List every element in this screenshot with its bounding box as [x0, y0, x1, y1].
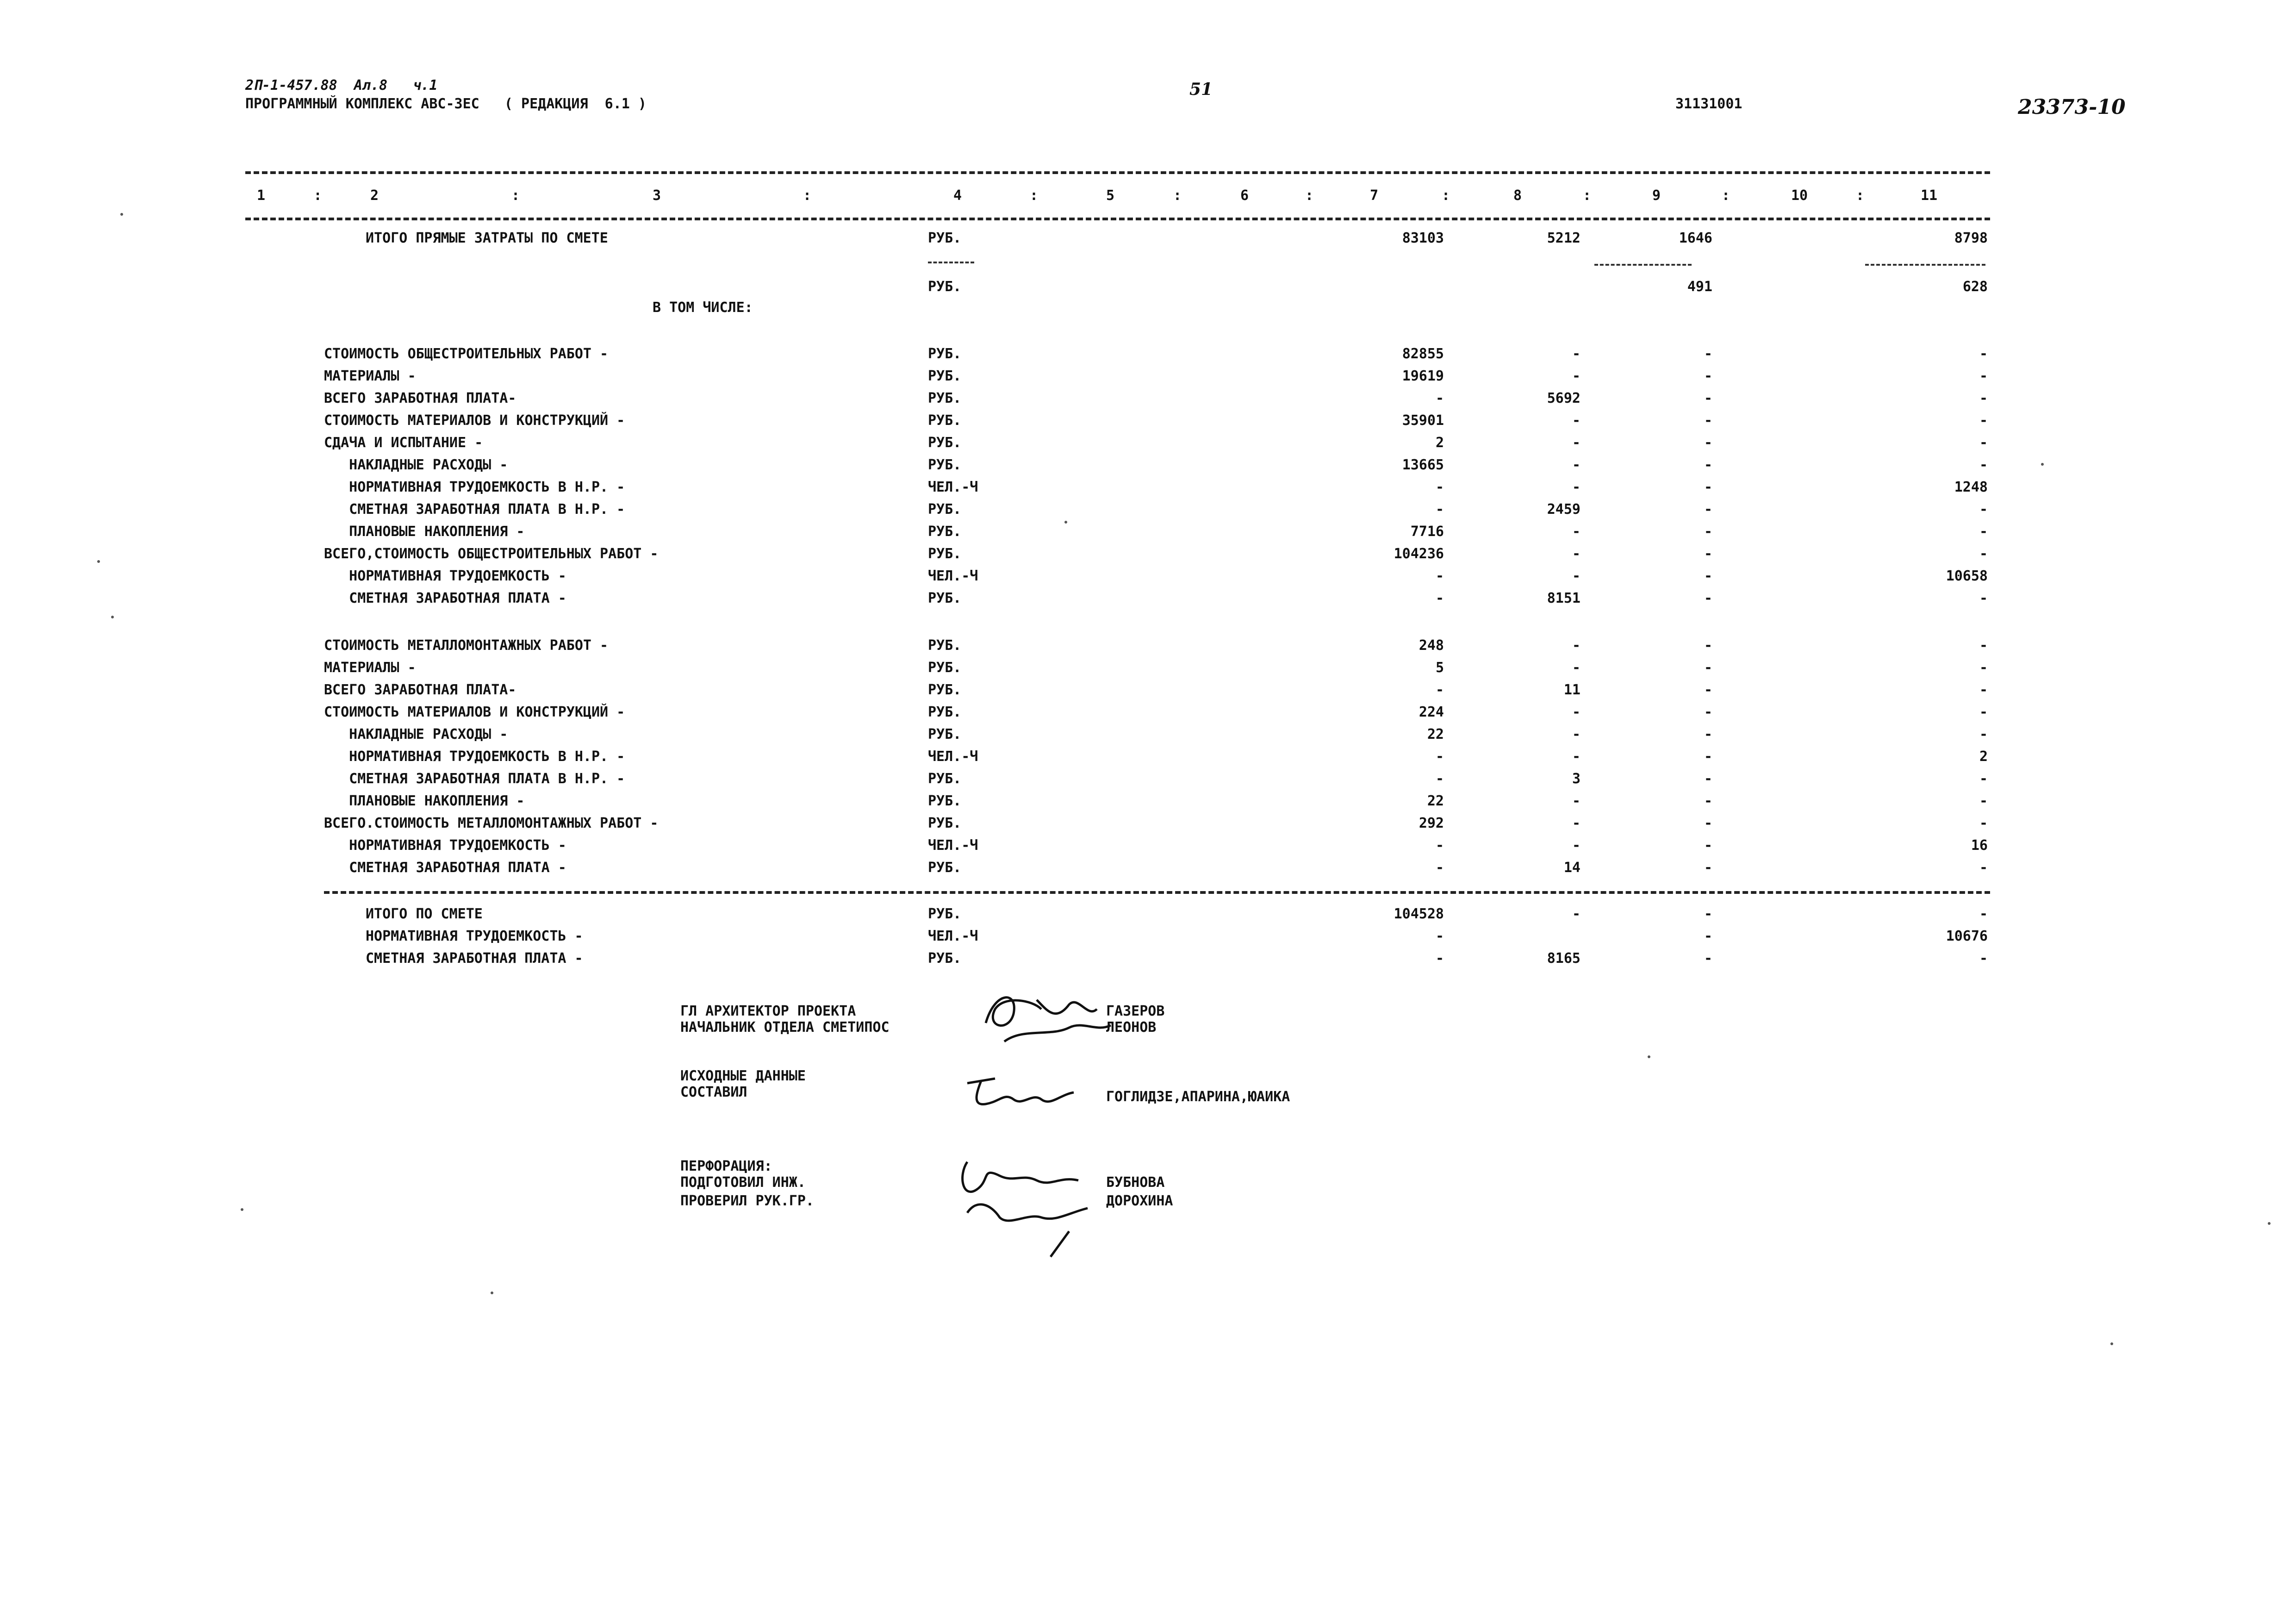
row-label: СДАЧА И ИСПЫТАНИЕ - [324, 435, 483, 451]
row-label: СМЕТНАЯ ЗАРАБОТНАЯ ПЛАТА В Н.Р. - [324, 771, 625, 787]
column-separator: : [1173, 187, 1182, 204]
cell-col7: - [1435, 837, 1444, 854]
cell-col8: - [1572, 837, 1580, 854]
signature-scribble-3 [949, 1148, 1097, 1259]
cell-col8: - [1572, 660, 1580, 676]
row-unit: РУБ. [928, 279, 962, 295]
column-number: 5 [1106, 187, 1115, 204]
underline-mark [1594, 264, 1692, 266]
archive-stamp: 23373-10 [2018, 95, 2126, 119]
underline-mark [928, 262, 974, 263]
cell-col7: 35901 [1402, 412, 1444, 429]
column-number: 4 [953, 187, 962, 204]
cell-col11: - [1979, 346, 1988, 362]
cell-col9: - [1704, 771, 1712, 787]
cell-col9: - [1704, 435, 1712, 451]
cell-col8: - [1572, 435, 1580, 451]
row-unit: ЧЕЛ.-Ч [928, 928, 978, 944]
cell-col11: - [1979, 682, 1988, 698]
column-number: 9 [1652, 187, 1661, 204]
cell-col9: - [1704, 928, 1712, 944]
column-number: 8 [1513, 187, 1522, 204]
cell-col11: - [1979, 546, 1988, 562]
cell-col8: 3 [1572, 771, 1580, 787]
cell-col8: - [1572, 479, 1580, 495]
cell-col11: - [1979, 435, 1988, 451]
table-header-rule [245, 218, 1990, 220]
cell-col7: - [1435, 682, 1444, 698]
row-label: ПЛАНОВЫЕ НАКОПЛЕНИЯ - [324, 524, 525, 540]
role-checked: ПРОВЕРИЛ РУК.ГР. [680, 1193, 814, 1209]
row-label: СТОИМОСТЬ ОБЩЕСТРОИТЕЛЬНЫХ РАБОТ - [324, 346, 609, 362]
cell-col7: 248 [1419, 637, 1444, 654]
cell-col11: - [1979, 726, 1988, 742]
row-unit: ЧЕЛ.-Ч [928, 837, 978, 854]
cell-col8: - [1572, 704, 1580, 720]
column-separator: : [1305, 187, 1314, 204]
cell-col8: 14 [1563, 860, 1580, 876]
cell-col8: - [1572, 346, 1580, 362]
role-chief-architect: ГЛ АРХИТЕКТОР ПРОЕКТА [680, 1003, 856, 1019]
row-unit: ЧЕЛ.-Ч [928, 568, 978, 584]
role-compiled: СОСТАВИЛ [680, 1084, 747, 1100]
cell-col9: - [1704, 412, 1712, 429]
cell-col9: - [1704, 837, 1712, 854]
underline-mark [1865, 264, 1985, 266]
row-label: ИТОГО ПРЯМЫЕ ЗАТРАТЫ ПО СМЕТЕ [366, 230, 608, 246]
row-unit: РУБ. [928, 412, 962, 429]
scan-speck [2268, 1222, 2271, 1225]
row-unit: РУБ. [928, 368, 962, 384]
row-label: ВСЕГО ЗАРАБОТНАЯ ПЛАТА- [324, 682, 516, 698]
cell-col9: - [1704, 390, 1712, 406]
column-separator: : [511, 187, 520, 204]
cell-col9: - [1704, 704, 1712, 720]
cell-col9: - [1704, 793, 1712, 809]
row-unit: РУБ. [928, 860, 962, 876]
row-unit: РУБ. [928, 524, 962, 540]
row-label: ПЛАНОВЫЕ НАКОПЛЕНИЯ - [324, 793, 525, 809]
cell-col7: - [1435, 479, 1444, 495]
scan-speck [1064, 521, 1067, 524]
row-label: СМЕТНАЯ ЗАРАБОТНАЯ ПЛАТА - [324, 590, 566, 606]
page-number: 51 [1189, 80, 1213, 99]
row-unit: РУБ. [928, 726, 962, 742]
cell-col7: 83103 [1402, 230, 1444, 246]
cell-col11: - [1979, 906, 1988, 922]
cell-col7: - [1435, 501, 1444, 518]
cell-col9: - [1704, 346, 1712, 362]
totals-rule [324, 891, 1990, 894]
cell-col9: - [1704, 368, 1712, 384]
cell-col9: 491 [1687, 279, 1712, 295]
cell-col9: - [1704, 457, 1712, 473]
cell-col8: 8151 [1547, 590, 1580, 606]
cell-col7: 292 [1419, 815, 1444, 831]
cell-col11: - [1979, 368, 1988, 384]
row-label: НАКЛАДНЫЕ РАСХОДЫ - [324, 457, 508, 473]
cell-col9: - [1704, 950, 1712, 967]
scan-speck [1648, 1055, 1650, 1058]
cell-col11: 16 [1971, 837, 1988, 854]
row-unit: РУБ. [928, 230, 962, 246]
cell-col11: - [1979, 793, 1988, 809]
row-label: СМЕТНАЯ ЗАРАБОТНАЯ ПЛАТА - [366, 950, 583, 967]
cell-col7: - [1435, 590, 1444, 606]
cell-col11: 8798 [1954, 230, 1988, 246]
cell-col7: 5 [1435, 660, 1444, 676]
column-number: 2 [370, 187, 379, 204]
cell-col9: 1646 [1679, 230, 1712, 246]
cell-col9: - [1704, 660, 1712, 676]
cell-col7: - [1435, 390, 1444, 406]
cell-col7: - [1435, 568, 1444, 584]
row-unit: РУБ. [928, 793, 962, 809]
row-label: ВСЕГО,СТОИМОСТЬ ОБЩЕСТРОИТЕЛЬНЫХ РАБОТ - [324, 546, 659, 562]
scan-speck [120, 213, 123, 216]
cell-col8: - [1572, 815, 1580, 831]
row-label: МАТЕРИАЛЫ - [324, 660, 416, 676]
row-unit: РУБ. [928, 704, 962, 720]
name-gazerov: ГАЗЕРОВ [1106, 1003, 1165, 1019]
scan-speck [111, 616, 114, 618]
row-unit: РУБ. [928, 815, 962, 831]
scan-speck [97, 560, 100, 563]
row-label: НОРМАТИВНАЯ ТРУДОЕМКОСТЬ В Н.Р. - [324, 749, 625, 765]
cell-col8: - [1572, 457, 1580, 473]
cell-col11: 2 [1979, 749, 1988, 765]
cell-col11: - [1979, 590, 1988, 606]
column-number: 11 [1921, 187, 1938, 204]
role-prepared: ПОДГОТОВИЛ ИНЖ. [680, 1174, 806, 1191]
name-dorokhina: ДОРОХИНА [1106, 1193, 1173, 1209]
cell-col9: - [1704, 815, 1712, 831]
cell-col9: - [1704, 546, 1712, 562]
column-separator: : [1030, 187, 1039, 204]
column-separator: : [1722, 187, 1730, 204]
cell-col11: - [1979, 524, 1988, 540]
scan-speck [2110, 1342, 2113, 1345]
cell-col7: 82855 [1402, 346, 1444, 362]
cell-col11: 1248 [1954, 479, 1988, 495]
cell-col9: - [1704, 726, 1712, 742]
doc-code: 2П-1-457.88 Ал.8 ч.1 [245, 77, 438, 94]
row-unit: РУБ. [928, 457, 962, 473]
column-separator: : [1856, 187, 1865, 204]
column-number: 3 [653, 187, 661, 204]
cell-col8: - [1572, 546, 1580, 562]
row-unit: РУБ. [928, 346, 962, 362]
cell-col9: - [1704, 501, 1712, 518]
cell-col8: - [1572, 637, 1580, 654]
cell-col11: - [1979, 704, 1988, 720]
cell-col11: - [1979, 501, 1988, 518]
document-code: 31131001 [1675, 96, 1742, 112]
signature-scribble-2 [963, 1074, 1083, 1116]
name-bubnova: БУБНОВА [1106, 1174, 1165, 1191]
cell-col7: - [1435, 749, 1444, 765]
cell-col7: 7716 [1410, 524, 1444, 540]
row-unit: РУБ. [928, 590, 962, 606]
column-separator: : [313, 187, 322, 204]
row-label: СМЕТНАЯ ЗАРАБОТНАЯ ПЛАТА В Н.Р. - [324, 501, 625, 518]
cell-col11: 10658 [1946, 568, 1988, 584]
cell-col11: - [1979, 771, 1988, 787]
cell-col8: - [1572, 793, 1580, 809]
cell-col8: 5692 [1547, 390, 1580, 406]
row-label: СТОИМОСТЬ МАТЕРИАЛОВ И КОНСТРУКЦИЙ - [324, 704, 625, 720]
cell-col7: - [1435, 771, 1444, 787]
role-department-head: НАЧАЛЬНИК ОТДЕЛА СМЕТИПОС [680, 1019, 890, 1036]
cell-col7: - [1435, 860, 1444, 876]
row-label: НОРМАТИВНАЯ ТРУДОЕМКОСТЬ - [324, 568, 566, 584]
cell-col11: - [1979, 950, 1988, 967]
row-label: НОРМАТИВНАЯ ТРУДОЕМКОСТЬ - [324, 837, 566, 854]
row-label: СТОИМОСТЬ МАТЕРИАЛОВ И КОНСТРУКЦИЙ - [324, 412, 625, 429]
cell-col11: - [1979, 457, 1988, 473]
role-perforation: ПЕРФОРАЦИЯ: [680, 1158, 772, 1174]
cell-col8: 8165 [1547, 950, 1580, 967]
row-unit: РУБ. [928, 906, 962, 922]
column-number: 1 [257, 187, 266, 204]
role-source-data: ИСХОДНЫЕ ДАННЫЕ [680, 1068, 806, 1084]
cell-col9: - [1704, 906, 1712, 922]
cell-col11: - [1979, 412, 1988, 429]
column-separator: : [1442, 187, 1450, 204]
row-label: НОРМАТИВНАЯ ТРУДОЕМКОСТЬ В Н.Р. - [324, 479, 625, 495]
cell-col7: 19619 [1402, 368, 1444, 384]
column-number: 10 [1791, 187, 1808, 204]
cell-col11: - [1979, 660, 1988, 676]
cell-col11: - [1979, 815, 1988, 831]
scan-speck [491, 1291, 493, 1294]
cell-col8: 5212 [1547, 230, 1580, 246]
row-unit: РУБ. [928, 546, 962, 562]
column-number: 6 [1240, 187, 1249, 204]
cell-col8: 11 [1563, 682, 1580, 698]
row-label: В ТОМ ЧИСЛЕ: [653, 299, 753, 316]
program-title: ПРОГРАММНЫЙ КОМПЛЕКС АВС-3ЕС ( РЕДАКЦИЯ 6.1 ) [245, 96, 647, 112]
column-number: 7 [1370, 187, 1379, 204]
row-unit: ЧЕЛ.-Ч [928, 479, 978, 495]
cell-col9: - [1704, 524, 1712, 540]
row-label: ВСЕГО.СТОИМОСТЬ МЕТАЛЛОМОНТАЖНЫХ РАБОТ - [324, 815, 659, 831]
row-unit: РУБ. [928, 660, 962, 676]
cell-col7: 22 [1427, 793, 1444, 809]
row-label: СТОИМОСТЬ МЕТАЛЛОМОНТАЖНЫХ РАБОТ - [324, 637, 609, 654]
cell-col7: 2 [1435, 435, 1444, 451]
cell-col7: 104528 [1394, 906, 1444, 922]
cell-col9: - [1704, 479, 1712, 495]
column-separator: : [803, 187, 812, 204]
cell-col7: 13665 [1402, 457, 1444, 473]
cell-col8: - [1572, 412, 1580, 429]
cell-col9: - [1704, 749, 1712, 765]
cell-col7: 224 [1419, 704, 1444, 720]
signature-scribble-1 [977, 981, 1115, 1055]
scan-speck [241, 1208, 243, 1211]
row-unit: РУБ. [928, 950, 962, 967]
cell-col7: 22 [1427, 726, 1444, 742]
cell-col9: - [1704, 590, 1712, 606]
cell-col8: - [1572, 568, 1580, 584]
cell-col8: - [1572, 749, 1580, 765]
cell-col8: - [1572, 368, 1580, 384]
row-unit: РУБ. [928, 682, 962, 698]
row-label: ИТОГО ПО СМЕТЕ [366, 906, 483, 922]
row-label: НОРМАТИВНАЯ ТРУДОЕМКОСТЬ - [366, 928, 583, 944]
row-unit: РУБ. [928, 501, 962, 518]
row-unit: РУБ. [928, 637, 962, 654]
row-unit: РУБ. [928, 771, 962, 787]
name-leonov: ЛЕОНОВ [1106, 1019, 1157, 1036]
column-separator: : [1583, 187, 1592, 204]
row-unit: РУБ. [928, 390, 962, 406]
cell-col8: 2459 [1547, 501, 1580, 518]
cell-col11: - [1979, 637, 1988, 654]
table-top-rule [245, 171, 1990, 174]
row-label: НАКЛАДНЫЕ РАСХОДЫ - [324, 726, 508, 742]
cell-col8: - [1572, 726, 1580, 742]
cell-col7: - [1435, 950, 1444, 967]
cell-col8: - [1572, 906, 1580, 922]
row-label: ВСЕГО ЗАРАБОТНАЯ ПЛАТА- [324, 390, 516, 406]
cell-col9: - [1704, 568, 1712, 584]
row-unit: РУБ. [928, 435, 962, 451]
cell-col7: - [1435, 928, 1444, 944]
cell-col11: 10676 [1946, 928, 1988, 944]
cell-col11: - [1979, 860, 1988, 876]
cell-col9: - [1704, 682, 1712, 698]
cell-col9: - [1704, 637, 1712, 654]
name-compilers: ГОГЛИДЗЕ,АПАРИНА,ЮАИКА [1106, 1089, 1290, 1105]
row-label: МАТЕРИАЛЫ - [324, 368, 416, 384]
row-unit: ЧЕЛ.-Ч [928, 749, 978, 765]
cell-col11: 628 [1962, 279, 1988, 295]
cell-col8: - [1572, 524, 1580, 540]
scan-speck [2041, 463, 2044, 466]
cell-col9: - [1704, 860, 1712, 876]
row-label: СМЕТНАЯ ЗАРАБОТНАЯ ПЛАТА - [324, 860, 566, 876]
cell-col7: 104236 [1394, 546, 1444, 562]
cell-col11: - [1979, 390, 1988, 406]
